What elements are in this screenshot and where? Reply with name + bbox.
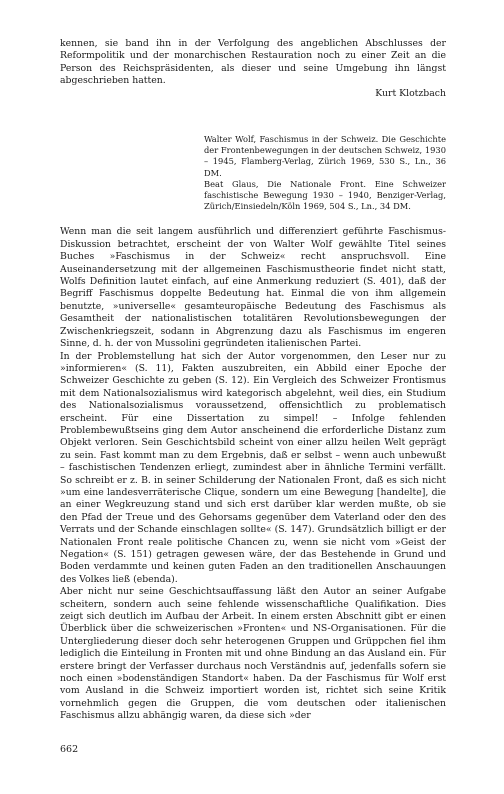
review-author: Kurt Klotzbach (375, 87, 446, 99)
page-number: 662 (60, 744, 79, 755)
paragraph: Aber nicht nur seine Geschichtsauffassung läßt den Autor an seiner Aufgabe scheitern, sondern auch seine fehlende wissenschaftliche Qualifikation. Dies zeigt sich deutlich im Aufbau der Arbeit. In einem ersten Abschnitt gibt er einen Überblick über die schweizerischen »Fronten« und NS-Organisationen. Für die Untergliederung dieser doch sehr heterogenen Gruppen und Grüppchen fiel ihm lediglich die Einteilung in Fronten mit und ohne Bindung an das Ausland ein. Für erstere bringt der Verfasser durchaus noch Verständnis auf, jedenfalls sofern sie noch einen »bodenständigen Standort« haben. Da der Faschismus für Wolf erst vom Ausland in die Schweiz importiert worden ist, richtet sich seine Kritik vornehmlich gegen die Gruppen, die vom deutschen oder italienischen Faschismus allzu abhängig waren, da diese sich »der (60, 586, 446, 722)
paragraph: Wenn man die seit langem ausführlich und differenziert geführte Faschismus-Diskussion betrachtet, erscheint der von Walter Wolf gewählte Titel seines Buches »Faschismus in der Schweiz« recht anspruchsvoll. Eine Auseinandersetzung mit der allgemeinen Faschismustheorie findet nicht statt, Wolfs Definition lautet einfach, auf eine Anmerkung reduziert (S. 401), daß der Begriff Faschismus doppelte Bedeutung hat. Einmal die von ihm allgemein benutzte, »universelle« gesamteuropäische Bedeutung des Faschismus als Gesamtheit der nationalistischen totalitären Revolutionsbewegungen der Zwischenkriegszeit, sodann in Abgrenzung dazu als Faschismus im engeren Sinne, d. h. der von Mussolini gegründeten italienischen Partei. (60, 226, 446, 350)
paragraph: In der Problemstellung hat sich der Autor vorgenommen, den Leser nur zu »informieren« (S. 11), Fakten auszubreiten, ein Abbild einer Epoche der Schweizer Geschichte zu geben (S. 12). Ein Vergleich des Schweizer Frontismus mit dem Nationalsozialismus wird kategorisch abgelehnt, weil dies, ein Studium des Nationalsozialismus voraussetzend, offensichtlich zu problematisch erscheint. Für eine Dissertation zu simpel! – Infolge fehlenden Problembewußtseins ging dem Autor anscheinend die erforderliche Distanz zum Objekt verloren. Sein Geschichtsbild scheint von einer allzu heilen Welt geprägt zu sein. Fast kommt man zu dem Ergebnis, daß er selbst – wenn auch unbewußt – faschistischen Tendenzen erliegt, zumindest aber in ähnliche Termini verfällt. So schreibt er z. B. in seiner Schilderung der Nationalen Front, daß es sich nicht »um eine landesverräterische Clique, sondern um eine Bewegung [handelte], die an einer Wegkreuzung stand und sich erst darüber klar werden mußte, ob sie den Pfad der Treue und des Gehorsams gegenüber dem Vaterland oder den des Verrats und der Schande einschlagen sollte« (S. 147). Grundsätzlich billigt er der Nationalen Front reale politische Chancen zu, wenn sie nicht vom »Geist der Negation« (S. 151) getragen gewesen wäre, der das Bestehende in Grund und Boden verdammte und keinen guten Faden an den traditionellen Anschauungen des Volkes ließ (ebenda). (60, 350, 446, 585)
book-references (204, 134, 446, 212)
review-body (60, 226, 446, 722)
page-content (60, 38, 446, 723)
previous-review-text: kennen, sie band ihn in der Verfolgung des angeblichen Abschlusses der Reformpolitik und der monarchischen Restauration noch zu einer Zeit an die Person des Reichspräsidenten, als dieser und seine Umgebung ihn längst abgeschrieben hatten. (60, 38, 446, 87)
reference-wolf: Walter Wolf, Faschismus in der Schweiz. Die Geschichte der Frontenbewegungen in der deutschen Schweiz, 1930 – 1945, Flamberg-Verlag, Zürich 1969, 530 S., Ln., 36 DM. (204, 134, 446, 178)
reference-glaus: Beat Glaus, Die Nationale Front. Eine Schweizer faschistische Bewegung 1930 – 1940, Benziger-Verlag, Zürich/Einsiedeln/Köln 1969, 504 S., Ln., 34 DM. (204, 178, 446, 212)
